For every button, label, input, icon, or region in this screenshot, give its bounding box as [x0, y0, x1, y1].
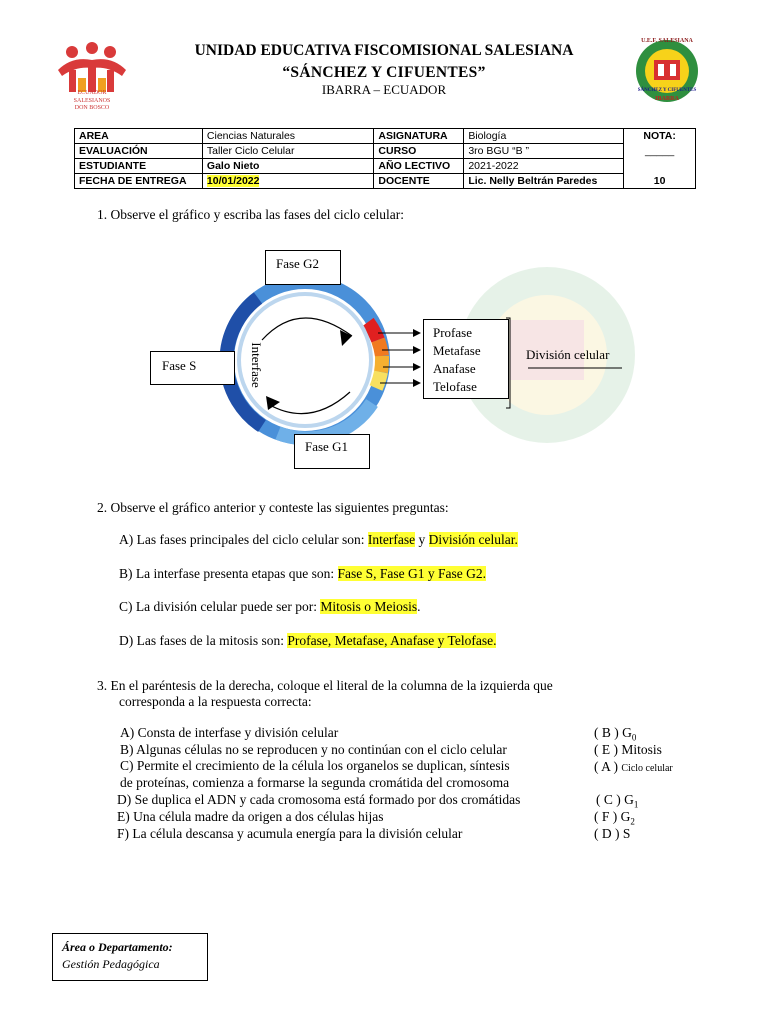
logo-left-caption-1: ECUADOR [77, 90, 107, 96]
estudiante-label: ESTUDIANTE [75, 159, 203, 174]
answer-d [119, 633, 496, 649]
left-item-b: B) Algunas células no se reproducen y no continúan con el ciclo celular [120, 742, 507, 757]
asignatura-label: ASIGNATURA [374, 129, 464, 144]
fecha-value: 10/01/2022 [206, 175, 260, 187]
label-fase-s [150, 351, 235, 385]
right-item-ciclo-small: Ciclo celular [621, 763, 673, 774]
nota-spacer [624, 159, 696, 174]
phase-telofase: Telofase [433, 379, 477, 394]
logo-right-caption-3: IBARRA [655, 96, 679, 102]
question-1: 1. Observe el gráfico y escriba las fases del ciclo celular: [97, 207, 404, 222]
right-item-g1-sub: 1 [633, 799, 639, 810]
right-item-ciclo [594, 759, 673, 775]
question-2: 2. Observe el gráfico anterior y conteste las siguientes preguntas: [97, 500, 449, 515]
label-fase-g1 [294, 434, 370, 469]
asignatura-value: Biología [464, 129, 624, 144]
label-fase-g2-text: Fase G2 [276, 256, 319, 271]
area-label: AREA [75, 129, 203, 144]
label-interfase: Interfase [249, 342, 264, 388]
wedge-anafase [381, 356, 382, 372]
right-item-g2-sub: 2 [630, 816, 635, 827]
inner-arrow-bottom [268, 392, 350, 414]
department-box [52, 933, 208, 981]
right-item-g0-sub: 0 [631, 732, 637, 743]
wedge-telofase [376, 372, 381, 388]
wedge-metafase [378, 340, 382, 356]
curso-value: 3ro BGU “B ” [464, 144, 624, 159]
info-table [74, 128, 696, 189]
right-item-mitosis [594, 742, 662, 758]
right-item-g2-text: ( F ) G [594, 809, 631, 824]
anio-value: 2021-2022 [464, 159, 624, 174]
answer-a [119, 532, 518, 548]
label-fase-g1-text: Fase G1 [305, 439, 348, 454]
school-title: UNIDAD EDUCATIVA FISCOMISIONAL SALESIANA [194, 42, 574, 59]
answer-a-prefix: A) Las fases principales del ciclo celular son: [119, 532, 368, 547]
mitosis-phases-box [423, 319, 509, 399]
question-3-line-1: 3. En el paréntesis de la derecha, coloque el literal de la columna de la izquierda que [97, 678, 553, 693]
answer-d-prefix: D) Las fases de la mitosis son: [119, 633, 288, 648]
right-item-g0 [594, 725, 636, 743]
right-item-g2 [594, 809, 635, 827]
inner-arrow-bottom-head [266, 396, 280, 410]
right-item-g1-text: ( C ) G [596, 792, 634, 807]
left-item-e: E) Una célula madre da origen a dos células hijas [117, 809, 384, 824]
right-item-s [594, 826, 630, 842]
phase-metafase: Metafase [433, 343, 481, 358]
docente-value: Lic. Nelly Beltrán Paredes [464, 174, 624, 189]
department-value: Gestión Pedagógica [62, 957, 160, 971]
right-item-ciclo-text: ( A ) [594, 759, 622, 774]
nota-label: NOTA: [624, 129, 696, 144]
label-division-celular: División celular [526, 347, 610, 362]
label-fase-g2 [265, 250, 341, 285]
answer-c [119, 599, 420, 615]
answer-b [119, 566, 486, 582]
inner-arrow-top [262, 318, 352, 340]
question-3-line-2: corresponda a la respuesta correcta: [119, 694, 312, 709]
nota-line: _____ [624, 144, 696, 159]
school-name: “SÁNCHEZ Y CIFUENTES” [282, 64, 486, 81]
nota-value: 10 [624, 174, 696, 189]
department-label: Área o Departamento: [62, 940, 173, 954]
curso-label: CURSO [374, 144, 464, 159]
answer-d-highlight: Profase, Metafase, Anafase y Telofase. [287, 633, 497, 648]
left-item-c-2: de proteínas, comienza a formarse la segunda cromátida del cromosoma [120, 775, 510, 790]
left-item-d: D) Se duplica el ADN y cada cromosoma está formado por dos cromátidas [117, 792, 521, 807]
answer-b-highlight: Fase S, Fase G1 y Fase G2. [337, 566, 487, 581]
left-item-a: A) Consta de interfase y división celular [120, 725, 339, 740]
label-fase-s-text: Fase S [162, 358, 197, 373]
phase-profase: Profase [433, 325, 472, 340]
logo-left-caption-2: SALESIANOS [73, 98, 111, 104]
right-item-s-text: ( D ) S [594, 826, 631, 841]
anio-label: AÑO LECTIVO [374, 159, 464, 174]
logo-right-caption-2: SÁNCHEZ Y CIFUENTES [637, 88, 697, 93]
fecha-cell [202, 174, 373, 189]
logo-left-caption-3: DON BOSCO [74, 105, 110, 111]
right-item-mitosis-text: ( E ) Mitosis [594, 742, 662, 757]
answer-b-prefix: B) La interfase presenta etapas que son: [119, 566, 338, 581]
logo-right-caption-1: U.E.F. SALESIANA [641, 38, 693, 44]
right-item-g0-text: ( B ) G [594, 725, 632, 740]
area-value: Ciencias Naturales [202, 129, 373, 144]
right-item-g1 [596, 792, 638, 810]
docente-label: DOCENTE [374, 174, 464, 189]
estudiante-value: Galo Nieto [202, 159, 373, 174]
answer-a-highlight-1: Interfase [367, 532, 416, 547]
left-item-f: F) La célula descansa y acumula energía para la división celular [117, 826, 463, 841]
answer-c-prefix: C) La división celular puede ser por: [119, 599, 321, 614]
left-item-c-1: C) Permite el crecimiento de la célula los organelos se duplican, síntesis [120, 758, 510, 773]
fecha-label: FECHA DE ENTREGA [75, 174, 203, 189]
answer-a-highlight-2: División celular. [428, 532, 518, 547]
wedge-profase [368, 322, 378, 340]
evaluacion-label: EVALUACIÓN [75, 144, 203, 159]
school-city: IBARRA – ECUADOR [321, 82, 447, 97]
answer-a-mid: y [415, 532, 429, 547]
phase-anafase: Anafase [433, 361, 476, 376]
answer-c-highlight: Mitosis o Meiosis [320, 599, 418, 614]
evaluacion-value: Taller Ciclo Celular [202, 144, 373, 159]
answer-c-suffix: . [417, 599, 421, 614]
cell-cycle-diagram [0, 240, 768, 480]
